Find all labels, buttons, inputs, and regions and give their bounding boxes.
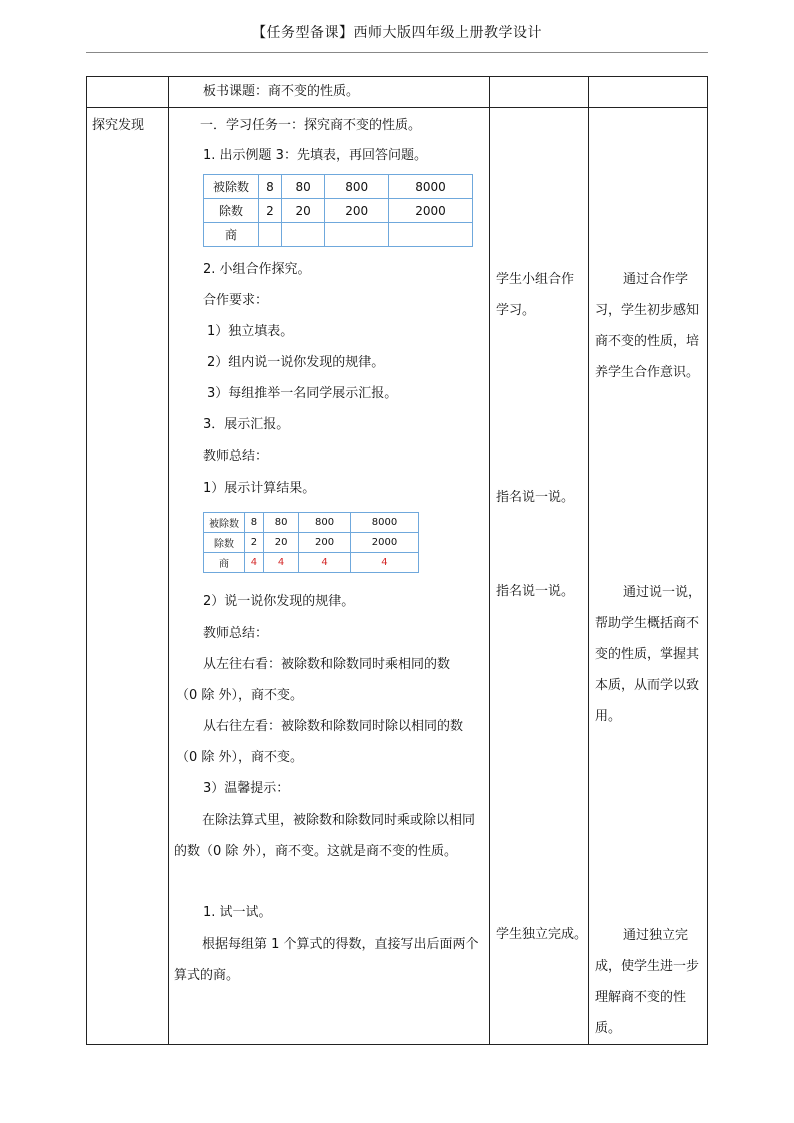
right-to-left-line-1: 从右往左看：被除数和除数同时除以相同的数: [203, 719, 464, 734]
row-label: 除数: [204, 533, 245, 553]
student-activity-independent: 学生独立完成。: [496, 927, 588, 942]
page-header-title: 【任务型备课】西师大版四年级上册教学设计: [252, 25, 542, 41]
requirement-1: 1）独立填表。: [207, 324, 294, 339]
design-intent-1: 通过合作学习，学生初步感知商不变的性质，培养学生合作意识。: [595, 272, 700, 380]
table-cell: [388, 223, 472, 247]
table-cell: 2000: [350, 533, 418, 553]
table-row: [204, 513, 419, 533]
design-intent-2: 通过说一说，帮助学生概括商不变的性质，掌握其本质，从而学以致用。: [595, 585, 702, 724]
table-cell: 2: [259, 199, 282, 223]
answer-cell: 4: [299, 553, 351, 573]
table-border-top: [86, 76, 708, 77]
table-cell: 800: [299, 513, 351, 533]
step1-text: 1. 出示例题 3：先填表，再回答问题。: [203, 148, 427, 163]
requirement-2: 2）组内说一说你发现的规律。: [207, 355, 385, 370]
try-it-paragraph: 根据每组第 1 个算式的得数，直接写出后面两个算式的商。: [174, 937, 479, 983]
row-label: 除数: [204, 199, 259, 223]
table-cell: 8000: [388, 175, 472, 199]
student-activity-group: 学生小组合作学习。: [496, 272, 575, 318]
table-col-divider-1: [168, 76, 169, 1045]
answer-cell: 4: [263, 553, 298, 573]
example-table: [203, 174, 473, 247]
row-label: 被除数: [204, 513, 245, 533]
table-cell: 8: [259, 175, 282, 199]
table-row: [204, 199, 473, 223]
right-to-left-line-2: （0 除 外），商不变。: [176, 750, 304, 765]
table-row: [204, 553, 419, 573]
student-activity-say-1: 指名说一说。: [496, 490, 575, 505]
table-border-bottom: [86, 1044, 708, 1045]
design-intent-3: 通过独立完成，使学生进一步理解商不变的性质。: [595, 928, 700, 1036]
warm-tip-heading: 3）温馨提示：: [203, 781, 290, 796]
table-cell: 2: [245, 533, 264, 553]
table-cell: 2000: [388, 199, 472, 223]
table-row: [204, 533, 419, 553]
step3-text: 3．展示汇报。: [203, 417, 290, 432]
table-cell: [325, 223, 389, 247]
student-activity-say-2: 指名说一说。: [496, 584, 575, 599]
header-divider: [86, 52, 708, 53]
row-label: 商: [204, 553, 245, 573]
table-col-divider-2: [489, 76, 490, 1045]
table-cell: 8: [245, 513, 264, 533]
table-border-right: [707, 76, 708, 1045]
table-col-divider-3: [588, 76, 589, 1045]
answer-cell: 4: [350, 553, 418, 573]
warm-tip-paragraph: 在除法算式里，被除数和除数同时乘或除以相同的数（0 除 外），商不变。这就是商不变的性质。: [174, 813, 476, 859]
requirement-3: 3）每组推举一名同学展示汇报。: [207, 386, 398, 401]
table-cell: 80: [282, 175, 325, 199]
row-label: 被除数: [204, 175, 259, 199]
teacher-summary-2: 教师总结：: [203, 626, 269, 641]
answer-cell: 4: [245, 553, 264, 573]
show-result-text: 1）展示计算结果。: [203, 481, 316, 496]
table-border-left: [86, 76, 87, 1045]
table-cell: 200: [299, 533, 351, 553]
table-row: [204, 175, 473, 199]
table-row: [204, 223, 473, 247]
task1-heading: 一．学习任务一：探究商不变的性质。: [200, 118, 422, 133]
say-rule-text: 2）说一说你发现的规律。: [203, 594, 355, 609]
table-cell: 8000: [350, 513, 418, 533]
table-cell: 20: [282, 199, 325, 223]
table-cell: 800: [325, 175, 389, 199]
left-to-right-line-2: （0 除 外），商不变。: [176, 688, 304, 703]
teacher-summary-1: 教师总结：: [203, 449, 269, 464]
step2-text: 2. 小组合作探究。: [203, 262, 311, 277]
section-label: 探究发现: [92, 118, 145, 133]
table-cell: [282, 223, 325, 247]
try-it-heading: 1. 试一试。: [203, 905, 272, 920]
result-table: [203, 512, 419, 573]
table-row-divider: [86, 107, 708, 108]
table-cell: 80: [263, 513, 298, 533]
table-cell: 20: [263, 533, 298, 553]
table-cell: [259, 223, 282, 247]
board-title: 板书课题：商不变的性质。: [203, 84, 360, 99]
row-label: 商: [204, 223, 259, 247]
coop-requirement: 合作要求：: [203, 293, 269, 308]
table-cell: 200: [325, 199, 389, 223]
left-to-right-line-1: 从左往右看：被除数和除数同时乘相同的数: [203, 657, 451, 672]
